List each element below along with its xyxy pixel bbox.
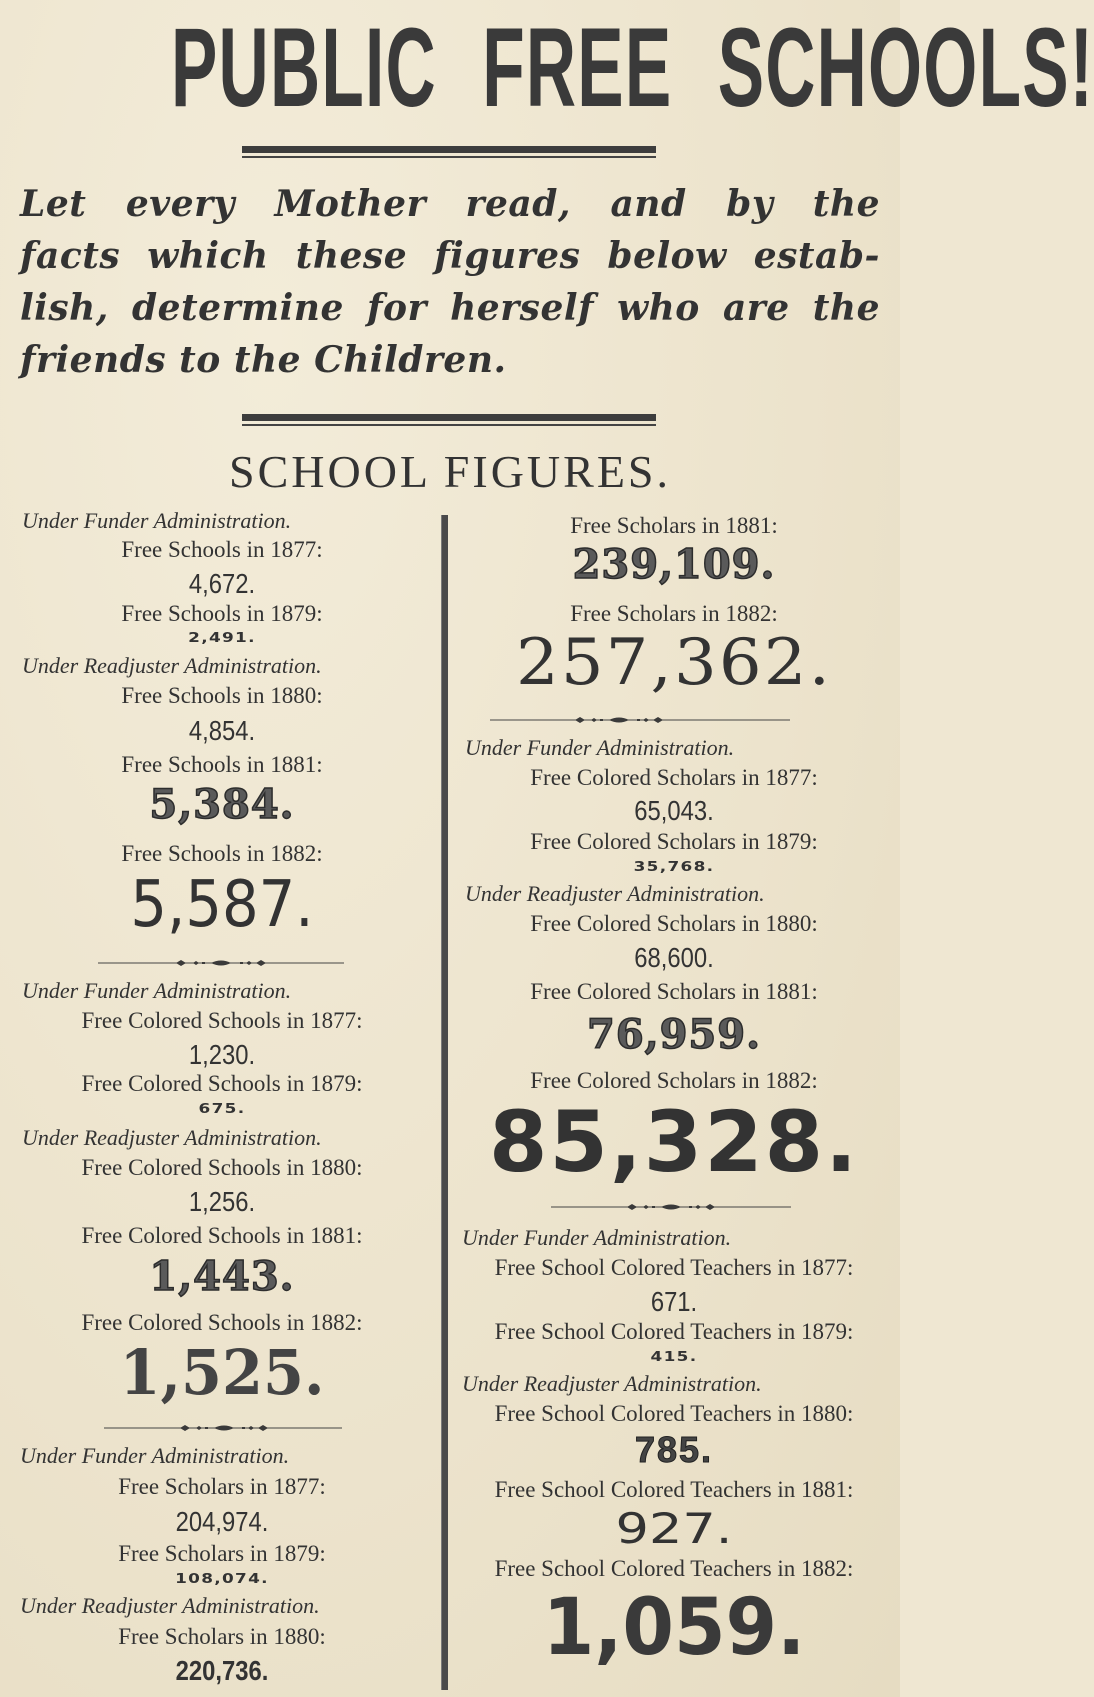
- stat-label: Free School Colored Teachers in 1880:: [494, 1401, 854, 1426]
- admin-heading: Under Readjuster Administration.: [22, 653, 322, 678]
- stat-value: 220,736.: [175, 1655, 269, 1686]
- admin-heading: Under Funder Administration.: [22, 508, 292, 533]
- stat-label: Free Scholars in 1880:: [118, 1624, 326, 1649]
- stat-label: Free Colored Schools in 1880:: [81, 1155, 363, 1180]
- admin-heading: Under Funder Administration.: [20, 1443, 290, 1468]
- stat-label: Free Colored Scholars in 1879:: [530, 829, 818, 854]
- admin-heading: Under Readjuster Administration.: [22, 1125, 322, 1150]
- stat-label: Free School Colored Teachers in 1877:: [494, 1255, 854, 1280]
- intro-line: lish, determine for herself who are the: [20, 287, 880, 329]
- stat-label: Free Scholars in 1879:: [118, 1541, 326, 1566]
- stat-value: 1,525.: [119, 1336, 325, 1409]
- section-heading: SCHOOL FIGURES.: [228, 446, 672, 497]
- stat-value: 76,959.: [586, 1011, 761, 1058]
- stat-label: Free School Colored Teachers in 1879:: [494, 1319, 854, 1344]
- stat-label: Free Colored Scholars in 1882:: [530, 1068, 818, 1093]
- stat-value: 785.: [634, 1429, 714, 1470]
- stat-value: 2,491.: [188, 631, 256, 646]
- ornamental-divider: [98, 958, 344, 968]
- stat-label: Free Scholars in 1882:: [570, 601, 778, 626]
- stat-value: 1,443.: [149, 1253, 295, 1300]
- stat-value: 415.: [650, 1350, 698, 1365]
- stat-label: Free Colored Scholars in 1880:: [530, 911, 818, 936]
- admin-heading: Under Readjuster Administration.: [465, 881, 765, 906]
- stat-value: 204,974.: [175, 1506, 269, 1537]
- stat-label: Free Schools in 1881:: [121, 752, 323, 777]
- intro-rule: [242, 414, 656, 426]
- page-title: PUBLIC FREE SCHOOLS!: [171, 5, 1094, 130]
- stat-value: 5,587.: [130, 868, 314, 942]
- stat-label: Free Scholars in 1877:: [118, 1474, 326, 1499]
- stat-label: Free Colored Schools in 1879:: [81, 1071, 363, 1096]
- stat-value: 65,043.: [634, 795, 714, 826]
- title-rule: [242, 146, 656, 158]
- stat-label: Free School Colored Teachers in 1882:: [494, 1556, 854, 1581]
- intro-paragraph: [20, 178, 880, 386]
- stat-value: 4,672.: [188, 568, 256, 599]
- stat-label: Free Schools in 1879:: [121, 601, 323, 626]
- stat-label: Free Colored Schools in 1882:: [81, 1310, 363, 1335]
- ornamental-divider: [442, 715, 790, 725]
- stat-value: 108,074.: [175, 1572, 269, 1587]
- stat-value: 68,600.: [634, 942, 714, 973]
- intro-line: Let every Mother read, and by the: [20, 183, 880, 225]
- stat-label: Free Colored Schools in 1877:: [81, 1008, 363, 1033]
- intro-line: facts which these figures below estab-: [20, 235, 880, 277]
- ornamental-divider: [104, 1423, 342, 1433]
- intro-line: friends to the Children.: [20, 339, 507, 381]
- admin-heading: Under Funder Administration.: [465, 735, 735, 760]
- stat-value: 85,328.: [488, 1093, 860, 1191]
- stat-label: Free Colored Schools in 1881:: [81, 1223, 363, 1248]
- stat-label: Free Colored Scholars in 1881:: [530, 979, 818, 1004]
- admin-heading: Under Funder Administration.: [22, 978, 292, 1003]
- stat-label: Free Schools in 1877:: [121, 537, 323, 562]
- admin-heading: Under Readjuster Administration.: [462, 1371, 762, 1396]
- stat-value: 927.: [615, 1504, 733, 1553]
- stat-value: 239,109.: [572, 541, 776, 588]
- stat-value: 5,384.: [149, 781, 295, 828]
- stat-value: 1,059.: [542, 1583, 806, 1673]
- stat-value: 257,362.: [515, 626, 833, 700]
- ornamental-divider: [551, 1202, 791, 1212]
- stat-label: Free Schools in 1882:: [121, 841, 323, 866]
- stat-label: Free Schools in 1880:: [121, 683, 323, 708]
- admin-heading: Under Readjuster Administration.: [20, 1593, 320, 1618]
- admin-heading: Under Funder Administration.: [462, 1225, 732, 1250]
- stat-value: 675.: [198, 1102, 246, 1117]
- stat-value: 671.: [650, 1286, 698, 1317]
- stat-value: 4,854.: [188, 715, 256, 746]
- stat-value: 1,230.: [188, 1039, 256, 1070]
- stat-label: Free Scholars in 1881:: [570, 513, 778, 538]
- stat-value: 35,768.: [633, 860, 715, 875]
- stat-label: Free Colored Scholars in 1877:: [530, 765, 818, 790]
- stat-label: Free School Colored Teachers in 1881:: [494, 1477, 854, 1502]
- stat-value: 1,256.: [188, 1186, 256, 1217]
